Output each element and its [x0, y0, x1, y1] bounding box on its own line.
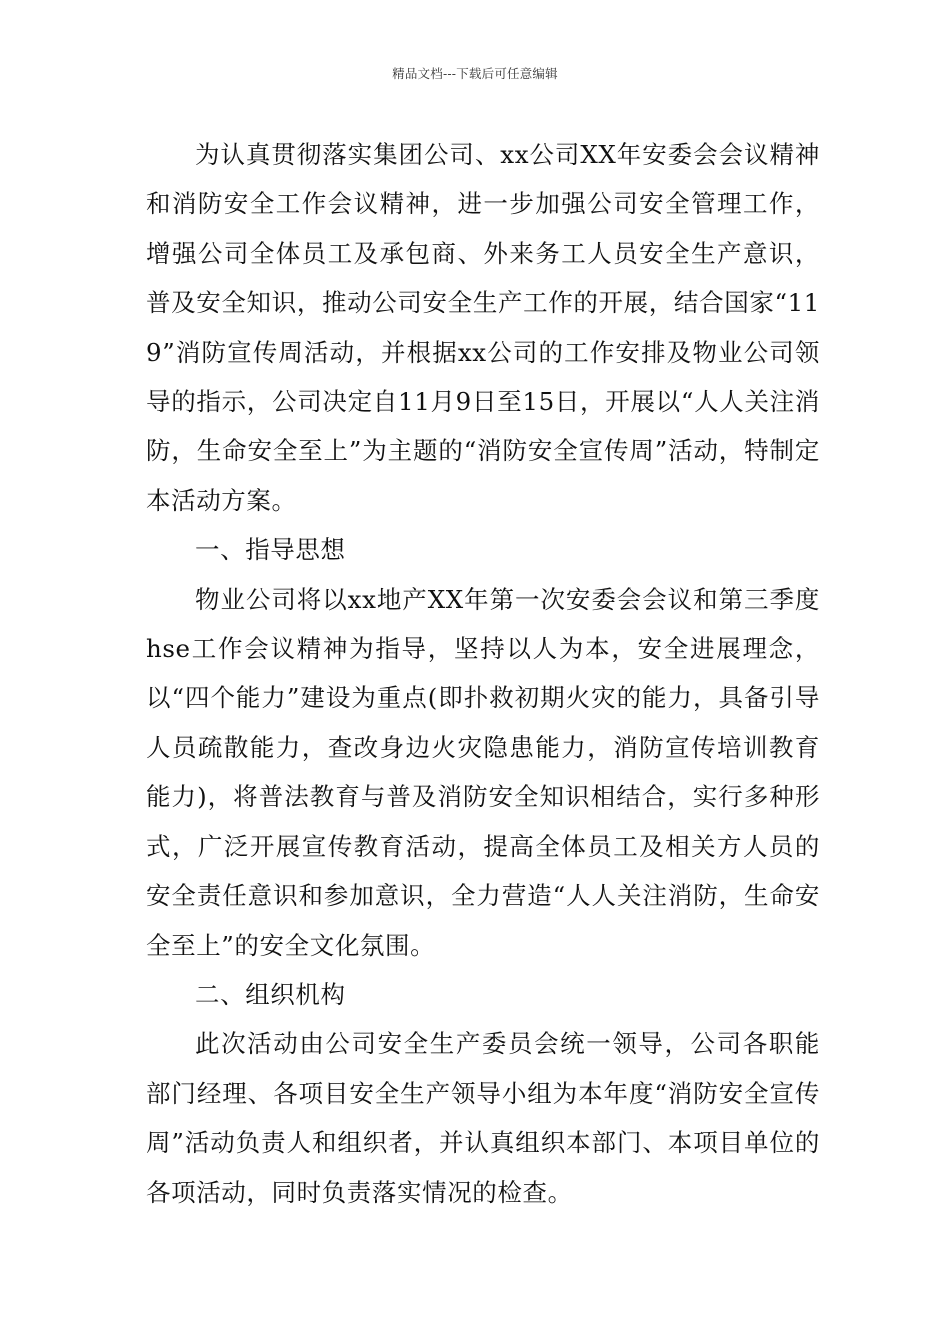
intro-paragraph: 为认真贯彻落实集团公司、xx公司XX年安委会会议精神和消防安全工作会议精神，进一步加强公司安全管理工作，增强公司全体员工及承包商、外来务工人员安全生产意识，普及安全知识，推动公司安全生产工作的开展，结合国家“119”消防宣传周活动，并根据xx公司的工作安排及物业公司领导的指示，公司决定自11月9日至15日，开展以“人人关注消防，生命安全至上”为主题的“消防安全宣传周”活动，特制定本活动方案。	[146, 140, 820, 515]
page-header: 精品文档---下载后可任意编辑	[392, 66, 558, 81]
section-heading-organization: 二、组织机构	[195, 979, 346, 1009]
section-heading-guiding-ideology: 一、指导思想	[195, 535, 346, 565]
guiding-ideology-paragraph: 物业公司将以xx地产XX年第一次安委会会议和第三季度hse工作会议精神为指导，坚持以人为本，安全进展理念，以“四个能力”建设为重点(即扑救初期火灾的能力，具备引导人员疏散能力，查改身边火灾隐患能力，消防宣传培训教育能力)，将普法教育与普及消防安全知识相结合，实行多种形式，广泛开展宣传教育活动，提高全体员工及相关方人员的安全责任意识和参加意识，全力营造“人人关注消防，生命安全至上”的安全文化氛围。	[146, 584, 820, 960]
document-body	[146, 130, 820, 1217]
organization-paragraph: 此次活动由公司安全生产委员会统一领导，公司各职能部门经理、各项目安全生产领导小组为本年度“消防安全宣传周”活动负责人和组织者，并认真组织本部门、本项目单位的各项活动，同时负责落实情况的检查。	[146, 1029, 820, 1207]
